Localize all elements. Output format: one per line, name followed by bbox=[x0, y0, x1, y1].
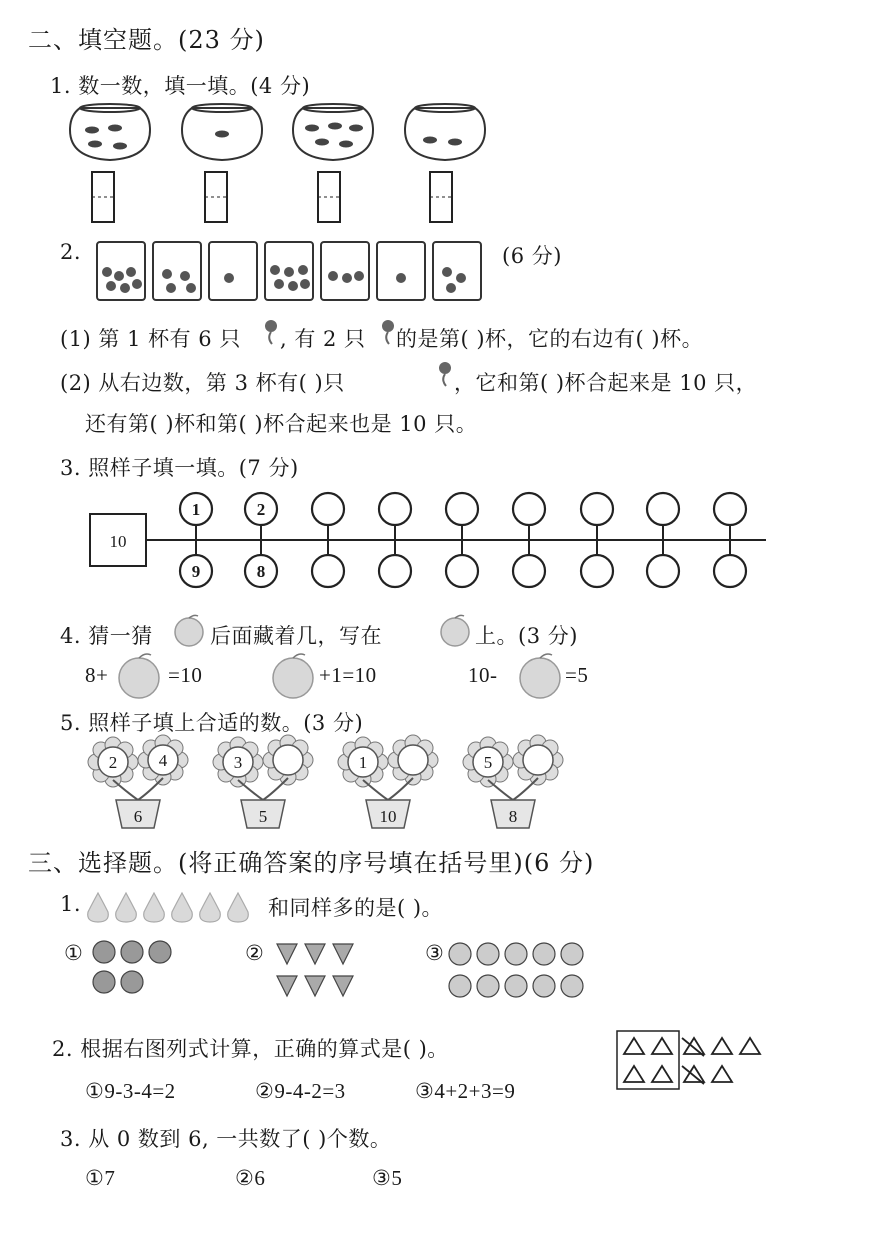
fishbowls-figure bbox=[60, 100, 500, 230]
bottom-circle-5[interactable] bbox=[446, 555, 478, 587]
tadpole-icon bbox=[437, 360, 453, 390]
fishbowl-3 bbox=[293, 104, 373, 160]
cups-figure bbox=[95, 238, 495, 304]
bottom-circle-value-1: 9 bbox=[191, 562, 201, 581]
bottom-circle-8[interactable] bbox=[647, 555, 679, 587]
s3-q3-option-2[interactable]: ②6 bbox=[235, 1166, 266, 1190]
q4-equation-3-left: 10- bbox=[468, 663, 498, 687]
bottom-circle-6[interactable] bbox=[513, 555, 545, 587]
q2-line-2-part-b: ，它和第( )杯合起来是 10 只， bbox=[454, 371, 758, 395]
pot-value: 6 bbox=[133, 807, 143, 826]
flowers-figure bbox=[88, 738, 588, 830]
pears-figure bbox=[84, 890, 254, 924]
s3-q2-option-2[interactable]: ②9-4-2=3 bbox=[255, 1079, 346, 1103]
cup-6 bbox=[377, 242, 425, 300]
s3-question-1-text: 和同样多的是( )。 bbox=[268, 896, 444, 920]
s3-question-1-number: 1. bbox=[60, 892, 82, 916]
flower-pot-3 bbox=[338, 735, 438, 828]
apple-icon bbox=[438, 612, 472, 648]
option-1-label[interactable]: ① bbox=[64, 941, 84, 965]
fishbowl-1 bbox=[70, 104, 150, 160]
tadpole-icon bbox=[263, 318, 279, 348]
option-2-label[interactable]: ② bbox=[245, 941, 265, 965]
pot-value: 8 bbox=[508, 807, 518, 826]
question-5-text: 5. 照样子填上合适的数。(3 分) bbox=[60, 711, 364, 735]
top-circle-9[interactable] bbox=[714, 493, 746, 525]
answer-boxes bbox=[92, 172, 452, 222]
option-2-strawberries bbox=[272, 936, 362, 1004]
section-3-title: 三、选择题。(将正确答案的序号填在括号里)(6 分) bbox=[28, 849, 595, 877]
bottom-circle-9[interactable] bbox=[714, 555, 746, 587]
s3-question-3-text: 3. 从 0 数到 6, 一共数了( )个数。 bbox=[60, 1127, 392, 1151]
number-line-figure bbox=[88, 485, 768, 595]
q4-text-part-c: 上。(3 分) bbox=[475, 624, 578, 648]
top-circle-6[interactable] bbox=[513, 493, 545, 525]
pot-value: 5 bbox=[258, 807, 268, 826]
flower-right-center[interactable] bbox=[273, 745, 303, 775]
q4-text-part-a: 4. 猜一猜 bbox=[60, 624, 153, 648]
question-2-number: 2. bbox=[60, 240, 82, 264]
top-circle-7[interactable] bbox=[581, 493, 613, 525]
top-circle-3[interactable] bbox=[312, 493, 344, 525]
top-circle-5[interactable] bbox=[446, 493, 478, 525]
top-circle-8[interactable] bbox=[647, 493, 679, 525]
flower-pot-2 bbox=[213, 735, 313, 828]
fishbowl-4 bbox=[405, 104, 485, 160]
q4-text-part-b: 后面藏着几，写在 bbox=[210, 624, 382, 648]
total-box-value: 10 bbox=[109, 532, 127, 551]
option-3-label[interactable]: ③ bbox=[425, 941, 445, 965]
s3-q3-option-1[interactable]: ①7 bbox=[85, 1166, 116, 1190]
flower-pot-4 bbox=[463, 735, 563, 828]
q4-equation-2-right: +1=10 bbox=[319, 663, 377, 687]
q2-line-2-part-a: (2) 从右边数，第 3 杯有( )只 bbox=[60, 371, 345, 395]
flower-left-value: 3 bbox=[233, 753, 243, 772]
top-circle-value-2: 2 bbox=[256, 500, 266, 519]
top-circle-value-1: 1 bbox=[191, 500, 201, 519]
s3-q2-option-3[interactable]: ③4+2+3=9 bbox=[415, 1079, 516, 1103]
apple-icon bbox=[172, 612, 206, 648]
question-3-text: 3. 照样子填一填。(7 分) bbox=[60, 456, 299, 480]
flower-pot-1 bbox=[88, 735, 188, 828]
question-1-text: 1. 数一数，填一填。(4 分) bbox=[50, 74, 311, 98]
bottom-circle-7[interactable] bbox=[581, 555, 613, 587]
s3-q2-option-1[interactable]: ①9-3-4=2 bbox=[85, 1079, 176, 1103]
q4-equation-1-right: =10 bbox=[168, 663, 203, 687]
q2-line-1-part-b: , 有 2 只 bbox=[280, 327, 366, 351]
flower-left-value: 5 bbox=[483, 753, 493, 772]
tadpole-icons bbox=[102, 265, 466, 293]
q4-equation-3-right: =5 bbox=[565, 663, 589, 687]
s3-q3-option-3[interactable]: ③5 bbox=[372, 1166, 403, 1190]
flower-right-value: 4 bbox=[158, 751, 168, 770]
section-2-title: 二、填空题。(23 分) bbox=[28, 26, 265, 54]
cup-3 bbox=[209, 242, 257, 300]
question-2-score: (6 分) bbox=[502, 244, 562, 268]
q2-line-3: 还有第( )杯和第( )杯合起来也是 10 只。 bbox=[85, 412, 478, 436]
q2-line-1-part-c: 的是第( )杯，它的右边有( )杯。 bbox=[396, 327, 704, 351]
q4-equation-1-left: 8+ bbox=[85, 663, 109, 687]
apple-answer-1[interactable] bbox=[116, 650, 162, 700]
option-3-oranges bbox=[446, 936, 596, 1006]
triangles-box bbox=[617, 1031, 679, 1089]
s3-question-2-text: 2. 根据右图列式计算，正确的算式是( )。 bbox=[52, 1037, 449, 1061]
triangles-figure bbox=[616, 1030, 776, 1092]
tadpole-icon bbox=[380, 318, 396, 348]
cup-5 bbox=[321, 242, 369, 300]
flower-right-center[interactable] bbox=[398, 745, 428, 775]
top-circle-4[interactable] bbox=[379, 493, 411, 525]
bottom-circle-4[interactable] bbox=[379, 555, 411, 587]
q2-line-1-part-a: (1) 第 1 杯有 6 只 bbox=[60, 327, 241, 351]
flower-left-value: 2 bbox=[108, 753, 118, 772]
apple-answer-2[interactable] bbox=[270, 650, 316, 700]
cup-7 bbox=[433, 242, 481, 300]
pot-value: 10 bbox=[379, 807, 397, 826]
flower-left-value: 1 bbox=[358, 753, 368, 772]
flower-right-center[interactable] bbox=[523, 745, 553, 775]
bottom-circle-value-2: 8 bbox=[256, 562, 266, 581]
option-1-apples bbox=[90, 936, 180, 998]
apple-answer-3[interactable] bbox=[517, 650, 563, 700]
bottom-circle-3[interactable] bbox=[312, 555, 344, 587]
